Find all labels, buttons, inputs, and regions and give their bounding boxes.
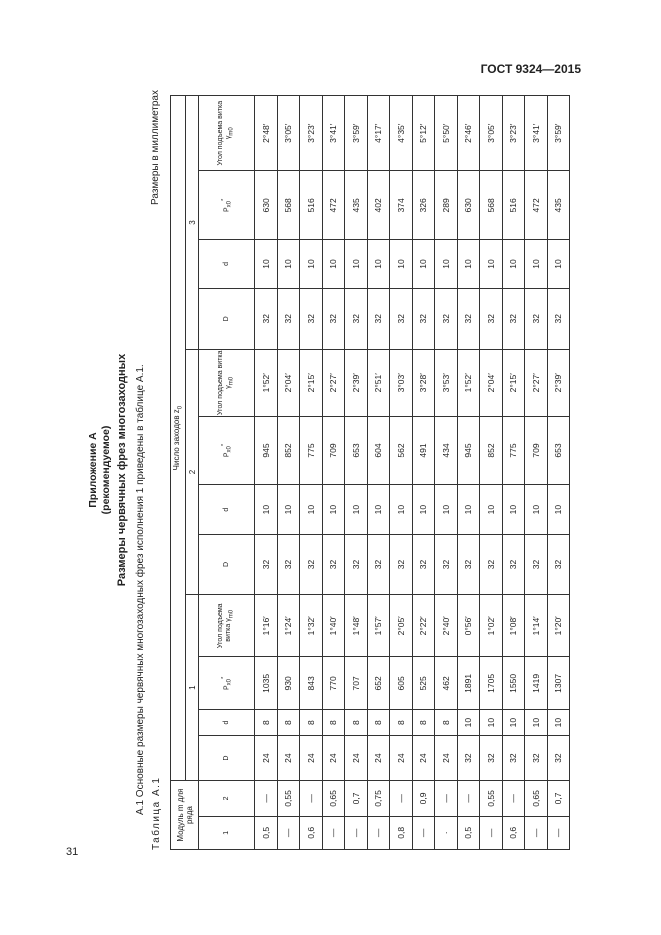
table-cell: 10 <box>502 710 525 736</box>
module-header: Модуль m для ряда <box>171 781 199 850</box>
table-cell: 10 <box>345 485 368 534</box>
table-cell: 2°15′ <box>300 349 323 416</box>
table-cell: 562 <box>390 416 413 485</box>
table-cell: 0,5 <box>255 816 278 849</box>
table-cell: 32 <box>367 288 390 349</box>
row-1-header: 1 <box>199 816 255 849</box>
table-cell: 3°05′ <box>480 96 503 171</box>
table-cell: 24 <box>300 736 323 781</box>
appendix-title: Приложение А <box>87 432 99 508</box>
page-number: 31 <box>66 846 79 858</box>
table-cell: 2°27′ <box>525 349 548 416</box>
appendix-subtitle: (рекомендуемое) <box>100 425 112 515</box>
table-cell: 8 <box>390 710 413 736</box>
table-cell: 10 <box>345 240 368 288</box>
table-cell: 1°16′ <box>255 595 278 657</box>
table-cell: 516 <box>300 171 323 240</box>
table-cell: 10 <box>457 240 480 288</box>
table-cell: 1°08′ <box>502 595 525 657</box>
table-row <box>345 96 368 850</box>
table-cell: 2°04′ <box>480 349 503 416</box>
table-cell: 10 <box>435 485 458 534</box>
table-cell: 0,55 <box>480 781 503 817</box>
table-cell: 10 <box>435 240 458 288</box>
table-cell: 491 <box>412 416 435 485</box>
table-header-row-1 <box>171 96 186 850</box>
appendix-heading: Размеры червячных фрез многозаходных <box>116 353 128 587</box>
table-cell: 2°22′ <box>412 595 435 657</box>
table-cell: 3°05′ <box>277 96 300 171</box>
table-cell: 10 <box>480 710 503 736</box>
table-cell: 3°59′ <box>547 96 570 171</box>
D-header-3: D <box>199 288 255 349</box>
table-cell: 0,65 <box>525 781 548 817</box>
table-cell: 435 <box>345 171 368 240</box>
table-cell: 32 <box>277 288 300 349</box>
group-2-header: 2 <box>186 349 199 594</box>
table-cell: 32 <box>412 534 435 594</box>
table-cell: 32 <box>277 534 300 594</box>
table-cell: 3°23′ <box>300 96 323 171</box>
table-cell: 516 <box>502 171 525 240</box>
table-cell: 32 <box>502 288 525 349</box>
table-cell: 1307 <box>547 657 570 710</box>
group-1-header: 1 <box>186 595 199 781</box>
table-cell: 24 <box>255 736 278 781</box>
table-header-row-2 <box>186 96 199 850</box>
table-cell: 24 <box>390 736 413 781</box>
table-cell: 0,6 <box>502 816 525 849</box>
table-cell: 2°40′ <box>435 595 458 657</box>
standard-title: ГОСТ 9324—2015 <box>480 62 581 76</box>
table-cell: 8 <box>435 710 458 736</box>
table-cell: 0,9 <box>412 781 435 817</box>
table-cell: — <box>300 781 323 817</box>
table-cell: 32 <box>367 534 390 594</box>
table-row <box>457 96 480 850</box>
table-cell: 10 <box>480 240 503 288</box>
table-cell: 24 <box>412 736 435 781</box>
angle-header-2: Угол подъема витка $\gamma_{m0}$ <box>199 349 255 416</box>
table-cell: 2°39′ <box>345 349 368 416</box>
table-cell: 8 <box>300 710 323 736</box>
table-cell: — <box>412 816 435 849</box>
table-cell: 32 <box>322 288 345 349</box>
table-cell: 32 <box>525 288 548 349</box>
table-cell: 652 <box>367 657 390 710</box>
table-cell: 24 <box>345 736 368 781</box>
table-cell: 289 <box>435 171 458 240</box>
table-cell: 3°41′ <box>322 96 345 171</box>
table-cell: 1°52′ <box>457 349 480 416</box>
table-cell: 3°59′ <box>345 96 368 171</box>
table-cell: 852 <box>480 416 503 485</box>
table-cell: 32 <box>502 534 525 594</box>
table-cell: 945 <box>255 416 278 485</box>
d-header-1: d <box>199 710 255 736</box>
table-cell: 326 <box>412 171 435 240</box>
table-cell: 709 <box>322 416 345 485</box>
angle-header-3: Угол подъема витка $\gamma_{m0}$ <box>199 96 255 171</box>
table-cell: — <box>480 816 503 849</box>
table-cell: 32 <box>525 736 548 781</box>
table-cell: 1°20′ <box>547 595 570 657</box>
table-cell: 10 <box>390 240 413 288</box>
table-cell: 2°27′ <box>322 349 345 416</box>
table-row <box>502 96 525 850</box>
table-cell: 32 <box>457 534 480 594</box>
table-cell: 1891 <box>457 657 480 710</box>
table-cell: 10 <box>322 240 345 288</box>
table-cell: 930 <box>277 657 300 710</box>
table-cell: 10 <box>457 485 480 534</box>
table-cell: 10 <box>480 485 503 534</box>
table-cell: 32 <box>390 288 413 349</box>
table-cell: — <box>435 781 458 817</box>
table-cell: 10 <box>525 240 548 288</box>
table-cell: 8 <box>345 710 368 736</box>
table-cell: 4°17′ <box>367 96 390 171</box>
table-cell: 8 <box>412 710 435 736</box>
D-header-2: D <box>199 534 255 594</box>
table-cell: 2°04′ <box>277 349 300 416</box>
table-cell: 462 <box>435 657 458 710</box>
table-cell: 32 <box>300 288 323 349</box>
table-cell: — <box>367 816 390 849</box>
dimensions-table <box>170 95 570 850</box>
table-cell: 10 <box>525 485 548 534</box>
table-row <box>255 96 278 850</box>
table-cell: 10 <box>277 240 300 288</box>
table-cell: 709 <box>525 416 548 485</box>
table-cell: 0°56′ <box>457 595 480 657</box>
table-cell: 604 <box>367 416 390 485</box>
table-cell: 945 <box>457 416 480 485</box>
table-cell: 32 <box>547 534 570 594</box>
table-cell: 3°23′ <box>502 96 525 171</box>
table-row <box>547 96 570 850</box>
table-cell: — <box>277 816 300 849</box>
table-cell: 434 <box>435 416 458 485</box>
table-cell: 0,55 <box>277 781 300 817</box>
table-row <box>480 96 503 850</box>
table-cell: 32 <box>345 534 368 594</box>
P-header-1: $P_{x0}^*$ <box>199 657 255 710</box>
table-body <box>255 96 570 850</box>
table-cell: — <box>345 816 368 849</box>
table-cell: 568 <box>277 171 300 240</box>
row-2-header: 2 <box>199 781 255 817</box>
table-cell: 1°24′ <box>277 595 300 657</box>
P-header-3: $P_{x0}^*$ <box>199 171 255 240</box>
table-cell: 775 <box>300 416 323 485</box>
P-header-2: $P_{x0}^*$ <box>199 416 255 485</box>
table-cell: 5°12′ <box>412 96 435 171</box>
table-cell: 0,7 <box>345 781 368 817</box>
table-cell: — <box>457 781 480 817</box>
table-header-row-3 <box>199 96 255 850</box>
table-cell: 1°32′ <box>300 595 323 657</box>
table-cell: 10 <box>502 240 525 288</box>
table-cell: 1°02′ <box>480 595 503 657</box>
table-cell: 1°48′ <box>345 595 368 657</box>
table-cell: 1°14′ <box>525 595 548 657</box>
table-cell: 0,6 <box>300 816 323 849</box>
table-cell: 10 <box>412 240 435 288</box>
table-cell: 8 <box>255 710 278 736</box>
table-cell: 10 <box>547 240 570 288</box>
table-row <box>322 96 345 850</box>
table-cell: 32 <box>300 534 323 594</box>
table-cell: 32 <box>345 288 368 349</box>
table-cell: 10 <box>255 240 278 288</box>
table-cell: 707 <box>345 657 368 710</box>
table-cell: 3°28′ <box>412 349 435 416</box>
table-cell: 32 <box>547 288 570 349</box>
table-cell: 653 <box>345 416 368 485</box>
rotated-page-content <box>80 90 580 850</box>
table-cell: 653 <box>547 416 570 485</box>
intro-paragraph: А.1 Основные размеры червячных многозаходных фрез исполнения 1 приведены в таблице А.1. <box>135 364 146 815</box>
table-cell: 1550 <box>502 657 525 710</box>
table-cell: 435 <box>547 171 570 240</box>
table-cell: 2°46′ <box>457 96 480 171</box>
table-cell: 32 <box>322 534 345 594</box>
table-cell: 3°41′ <box>525 96 548 171</box>
table-cell: 32 <box>502 736 525 781</box>
table-cell: 605 <box>390 657 413 710</box>
table-cell: 10 <box>547 485 570 534</box>
table-cell: 10 <box>547 710 570 736</box>
table-cell: 32 <box>255 288 278 349</box>
table-cell: 1035 <box>255 657 278 710</box>
table-cell: — <box>255 781 278 817</box>
table-cell: 24 <box>322 736 345 781</box>
table-row <box>300 96 323 850</box>
table-cell: 8 <box>367 710 390 736</box>
table-cell: 402 <box>367 171 390 240</box>
table-cell: 775 <box>502 416 525 485</box>
table-cell: 5°50′ <box>435 96 458 171</box>
table-cell: 2°15′ <box>502 349 525 416</box>
table-cell: 374 <box>390 171 413 240</box>
table-cell: 852 <box>277 416 300 485</box>
table-cell: 10 <box>367 240 390 288</box>
table-cell: 1°40′ <box>322 595 345 657</box>
table-row <box>277 96 300 850</box>
table-cell: 2°39′ <box>547 349 570 416</box>
table-cell: 568 <box>480 171 503 240</box>
table-cell: 0,75 <box>367 781 390 817</box>
table-cell: 4°35′ <box>390 96 413 171</box>
table-cell: 10 <box>277 485 300 534</box>
table-cell: 10 <box>412 485 435 534</box>
table-cell: 843 <box>300 657 323 710</box>
table-cell: 525 <box>412 657 435 710</box>
d-header-2: d <box>199 485 255 534</box>
d-header-3: d <box>199 240 255 288</box>
table-cell: 2°51′ <box>367 349 390 416</box>
table-row <box>412 96 435 850</box>
table-cell: 32 <box>457 288 480 349</box>
table-cell: 1°52′ <box>255 349 278 416</box>
table-cell: 770 <box>322 657 345 710</box>
table-cell: 32 <box>525 534 548 594</box>
table-cell: 32 <box>480 736 503 781</box>
units-note: Размеры в миллиметрах <box>150 90 161 205</box>
table-cell: 10 <box>457 710 480 736</box>
table-cell: 3°53′ <box>435 349 458 416</box>
table-cell: 32 <box>480 288 503 349</box>
D-header-1: D <box>199 736 255 781</box>
table-cell: 10 <box>300 485 323 534</box>
table-cell: 10 <box>390 485 413 534</box>
angle-header-1: Угол подъема витка $\gamma_{m0}$ <box>199 595 255 657</box>
table-cell: 10 <box>255 485 278 534</box>
table-row <box>435 96 458 850</box>
table-cell: 630 <box>457 171 480 240</box>
table-cell: 0,7 <box>547 781 570 817</box>
table-cell: 2°48′ <box>255 96 278 171</box>
table-cell: 630 <box>255 171 278 240</box>
table-cell: 32 <box>480 534 503 594</box>
table-row <box>390 96 413 850</box>
table-cell: 0,5 <box>457 816 480 849</box>
table-cell: 472 <box>525 171 548 240</box>
table-cell: 8 <box>322 710 345 736</box>
table-cell: 24 <box>435 736 458 781</box>
starts-header: Число заходов $z_0$ <box>171 96 186 781</box>
table-label: Таблица А.1 <box>151 776 162 850</box>
table-cell: 32 <box>390 534 413 594</box>
table-cell: 0,65 <box>322 781 345 817</box>
table-cell: — <box>390 781 413 817</box>
table-cell: 32 <box>412 288 435 349</box>
table-cell: 0,8 <box>390 816 413 849</box>
table-cell: 3°03′ <box>390 349 413 416</box>
table-cell: 32 <box>457 736 480 781</box>
table-cell: 1705 <box>480 657 503 710</box>
table-cell: 10 <box>502 485 525 534</box>
table-cell: 1°57′ <box>367 595 390 657</box>
table-cell: — <box>502 781 525 817</box>
table-cell: 32 <box>547 736 570 781</box>
table-cell: 1419 <box>525 657 548 710</box>
table-cell: · <box>435 816 458 849</box>
table-cell: 472 <box>322 171 345 240</box>
table-cell: 24 <box>367 736 390 781</box>
table-row <box>525 96 548 850</box>
table-cell: 10 <box>322 485 345 534</box>
table-cell: 10 <box>367 485 390 534</box>
table-cell: 32 <box>435 534 458 594</box>
group-3-header: 3 <box>186 96 199 350</box>
table-row <box>367 96 390 850</box>
table-cell: 10 <box>300 240 323 288</box>
table-cell: — <box>525 816 548 849</box>
table-cell: 24 <box>277 736 300 781</box>
table-cell: 10 <box>525 710 548 736</box>
table-cell: 32 <box>435 288 458 349</box>
table-cell: 2°05′ <box>390 595 413 657</box>
table-cell: 32 <box>255 534 278 594</box>
table-cell: — <box>547 816 570 849</box>
table-cell: — <box>322 816 345 849</box>
table-cell: 8 <box>277 710 300 736</box>
